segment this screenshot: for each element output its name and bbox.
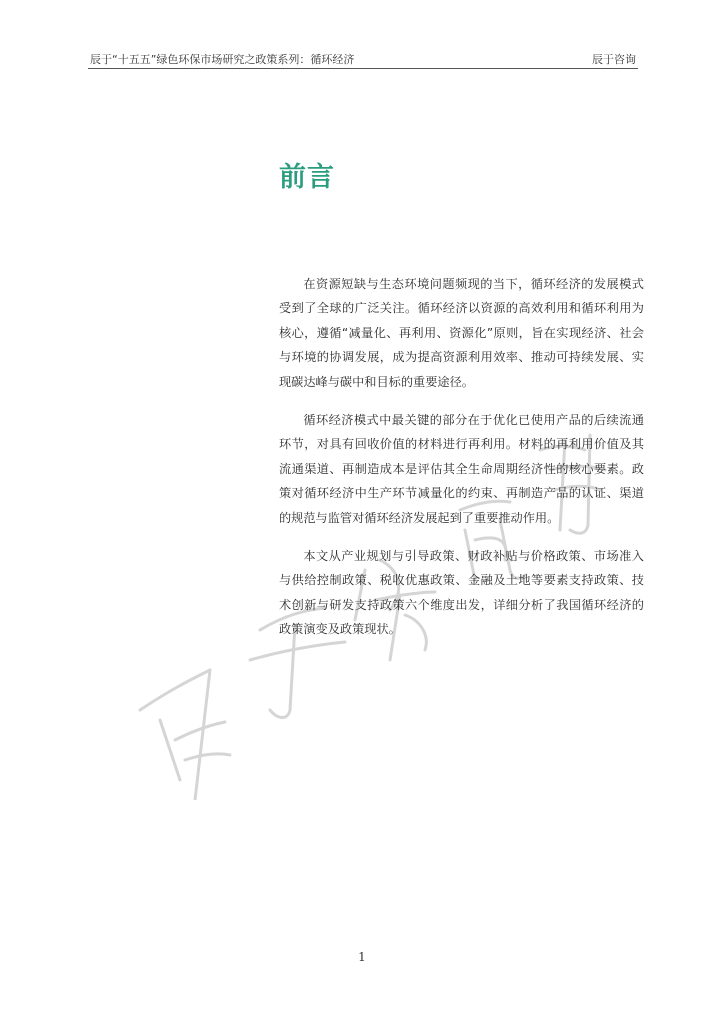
preface-body [279,272,644,656]
page-title: 前言 [279,162,335,193]
header-company-name: 辰于咨询 [592,53,636,66]
paragraph-1: 在资源短缺与生态环境问题频现的当下，循环经济的发展模式受到了全球的广泛关注。循环经济以资源的高效利用和循环利用为核心，遵循“减量化、再利用、资源化”原则，旨在实现经济、社会与环境的协调发展，成为提高资源利用效率、推动可持续发展、实现碳达峰与碳中和目标的重要途径。 [279,277,644,389]
paragraph-2: 循环经济模式中最关键的部分在于优化已使用产品的后续流通环节，对具有回收价值的材料进行再利用。材料的再利用价值及其流通渠道、再制造成本是评估其全生命周期经济性的核心要素。政策对循环经济中生产环节减量化的约束、再制造产品的认证、渠道的规范与监管对循环经济发展起到了重要推动作用。 [279,413,644,525]
page-number: 1 [358,950,366,964]
header-series-title: 辰于“十五五”绿色环保市场研究之政策系列：循环经济 [90,53,355,66]
page-header [88,50,638,69]
paragraph-3: 本文从产业规划与引导政策、财政补贴与价格政策、市场准入与供给控制政策、税收优惠政策、金融及土地等要素支持政策、技术创新与研发支持政策六个维度出发，详细分析了我国循环经济的政策演变及政策现状。 [279,549,644,637]
